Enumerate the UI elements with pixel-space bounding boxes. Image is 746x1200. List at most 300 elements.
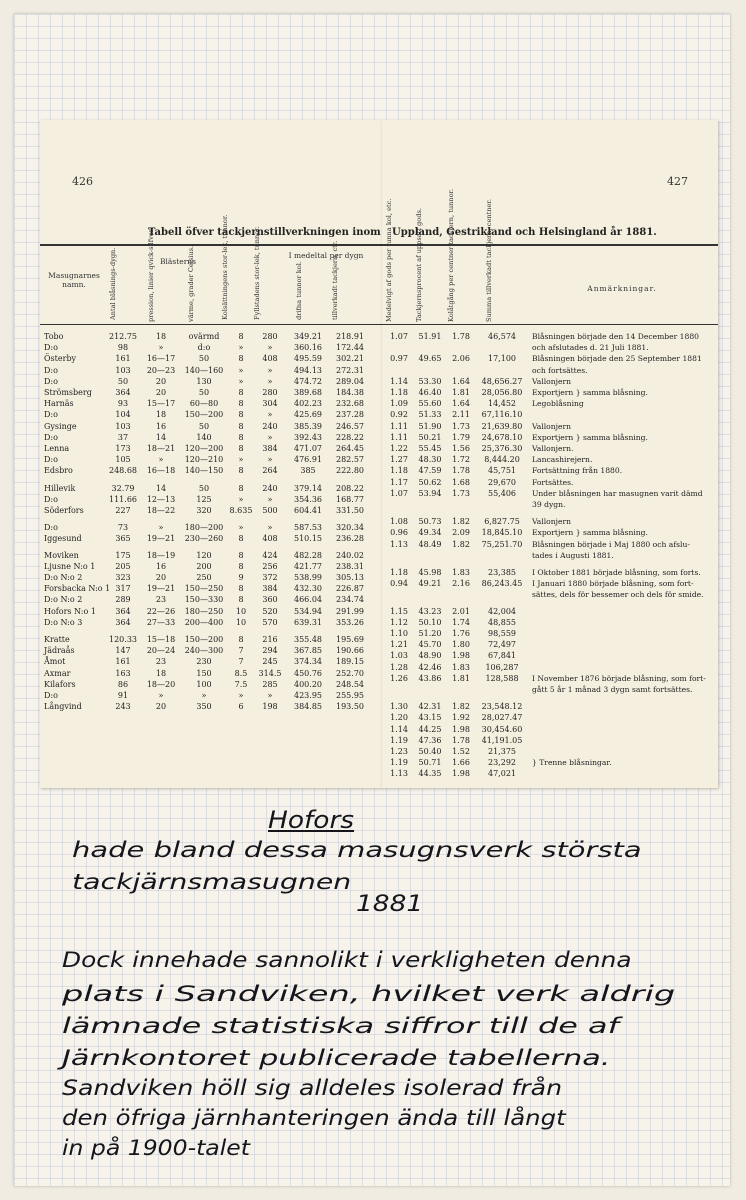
- table-cell: 240—300: [184, 646, 224, 656]
- table-cell: 163: [115, 668, 131, 678]
- table-row: [40, 466, 382, 477]
- table-cell: 200—400: [184, 617, 224, 627]
- table-cell: 150—200: [184, 635, 224, 644]
- table-cell: 1.83: [452, 568, 470, 577]
- table-cell: 51.91: [418, 332, 442, 341]
- table-cell: 19—21: [146, 534, 176, 544]
- table-cell: 289.04: [336, 376, 364, 386]
- table-cell: 49.34: [418, 528, 442, 538]
- table-cell: 482.28: [294, 550, 322, 560]
- table-cell: 48,855: [488, 617, 516, 627]
- table-cell: 1.66: [452, 758, 470, 768]
- table-cell: 18—19: [146, 550, 176, 560]
- table-cell: 55.60: [418, 399, 442, 409]
- table-cell: 1.19: [390, 735, 408, 745]
- table-row: [382, 674, 718, 685]
- table-cell: 8: [238, 595, 244, 605]
- table-cell: 50: [198, 483, 210, 493]
- table-cell: 60—80: [189, 399, 219, 409]
- table-cell: 44.25: [418, 724, 442, 734]
- table-cell: 272.31: [336, 365, 364, 375]
- table-cell: 8: [238, 354, 244, 364]
- remark-cell: I November 1876 började blåsning, som fort-: [532, 673, 706, 683]
- table-cell: 230—260: [184, 534, 224, 544]
- table-cell: 16: [155, 561, 167, 571]
- table-cell: 1.15: [390, 606, 408, 616]
- table-cell: 29,670: [488, 477, 516, 487]
- furnace-name-cell: Tobo: [44, 332, 64, 341]
- table-cell: 8: [238, 399, 244, 409]
- table-cell: 180—200: [184, 523, 224, 533]
- table-cell: 8.635: [229, 506, 253, 515]
- table-cell: 1.80: [452, 640, 470, 650]
- table-cell: 27—33: [146, 617, 176, 627]
- table-cell: 67,116.10: [481, 410, 523, 420]
- table-cell: 193.50: [336, 702, 364, 712]
- header-bottom-rule: [382, 324, 718, 325]
- table-cell: 86,243.45: [481, 579, 523, 589]
- table-cell: 104: [115, 410, 131, 420]
- table-cell: 47.59: [418, 466, 442, 476]
- furnace-name-cell: Gysinge: [44, 421, 77, 431]
- table-cell: 264: [262, 466, 278, 476]
- table-cell: »: [267, 455, 273, 465]
- table-row: [40, 523, 382, 534]
- table-cell: 8,444.20: [484, 455, 520, 465]
- table-row: [382, 433, 718, 444]
- table-cell: »: [267, 523, 273, 533]
- table-row: [382, 736, 718, 747]
- table-cell: 189.15: [336, 657, 364, 667]
- table-cell: 45.70: [418, 640, 442, 650]
- table-cell: 103: [115, 365, 131, 375]
- table-row: [40, 607, 382, 618]
- table-cell: 1.11: [390, 432, 408, 442]
- table-cell: 570: [262, 617, 278, 627]
- note-line: lämnade statistiska siffror till de af: [62, 1014, 619, 1038]
- table-cell: 1.28: [390, 662, 408, 672]
- furnace-name-cell: Söderfors: [44, 506, 84, 515]
- furnace-name-cell: Strömsberg: [44, 388, 92, 397]
- table-row: [40, 354, 382, 365]
- table-cell: 128,588: [485, 673, 519, 683]
- table-cell: 120: [196, 550, 212, 560]
- table-cell: 8: [238, 534, 244, 544]
- table-cell: 7: [238, 646, 244, 656]
- table-cell: 423.95: [294, 691, 322, 700]
- table-cell: 323: [115, 573, 131, 582]
- header-days: Antal blåsnings-dygn.: [109, 247, 117, 320]
- table-row: [40, 618, 382, 629]
- table-cell: 198: [262, 702, 278, 712]
- table-cell: 494.13: [294, 365, 322, 375]
- table-row: [382, 640, 718, 651]
- note-line: plats i Sandviken, hvilket verk aldrig: [62, 982, 676, 1006]
- table-row: [382, 377, 718, 388]
- remark-cell: 39 dygn.: [532, 500, 566, 509]
- table-cell: 228.22: [336, 432, 364, 442]
- table-cell: 232.68: [336, 399, 364, 409]
- table-top-rule: [382, 244, 718, 246]
- table-row: [40, 388, 382, 399]
- table-cell: 6,827.75: [484, 517, 520, 527]
- table-row: [382, 769, 718, 780]
- furnace-name-cell: Iggesund: [44, 534, 82, 544]
- table-cell: 280: [262, 332, 278, 341]
- table-cell: 150: [196, 668, 212, 678]
- table-cell: 520: [262, 606, 278, 616]
- remark-cell: Vallonjern: [532, 517, 572, 527]
- table-row: [40, 595, 382, 606]
- table-cell: 1.98: [452, 651, 470, 661]
- table-cell: 105: [115, 455, 131, 465]
- table-row: [382, 500, 718, 511]
- table-cell: »: [267, 410, 273, 420]
- table-cell: 2.01: [452, 606, 470, 616]
- table-cell: 1.07: [390, 332, 408, 341]
- table-row: [382, 618, 718, 629]
- table-cell: 47,021: [488, 769, 516, 779]
- table-cell: 466.04: [294, 595, 322, 605]
- table-cell: 495.59: [294, 354, 322, 364]
- table-cell: 17,100: [488, 354, 516, 364]
- table-cell: 1.64: [452, 376, 470, 386]
- table-cell: 200: [196, 561, 212, 571]
- table-cell: 280: [262, 388, 278, 397]
- remark-cell: Lancashirejern.: [532, 455, 593, 465]
- table-cell: 7: [238, 657, 244, 667]
- table-cell: 175: [115, 550, 131, 560]
- header-remarks: Anmärkningar.: [587, 284, 657, 293]
- table-cell: 510.15: [294, 534, 322, 544]
- table-cell: 1.03: [390, 651, 408, 661]
- table-cell: 1.74: [452, 617, 470, 627]
- table-cell: 1.20: [390, 713, 408, 723]
- table-cell: 256: [262, 561, 278, 571]
- table-cell: 20: [155, 573, 167, 582]
- header-coal-charge: Kolsättningens stor-lek, tunnor.: [221, 214, 229, 320]
- furnace-name-cell: D:o: [44, 376, 58, 386]
- table-cell: 1.64: [452, 399, 470, 409]
- table-cell: 172.44: [336, 343, 364, 353]
- table-cell: 474.72: [294, 376, 322, 386]
- table-cell: 1.18: [390, 466, 408, 476]
- remark-cell: Blåsningen började i Maj 1880 och afslu-: [532, 539, 690, 549]
- furnace-name-cell: D:o: [44, 523, 58, 533]
- remark-cell: Fortsättning från 1880.: [532, 466, 623, 476]
- table-cell: »: [238, 494, 244, 504]
- table-cell: 23,385: [488, 568, 516, 577]
- table-cell: 1.18: [390, 388, 408, 397]
- table-cell: 8: [238, 432, 244, 442]
- furnace-name-cell: Forsbacka N:o 1: [44, 584, 111, 594]
- table-cell: 1.98: [452, 724, 470, 734]
- header-pressure: pression, linier qvick-silfver.: [147, 227, 155, 322]
- table-cell: 1.92: [452, 713, 470, 723]
- right-page-title: Uppland, Gestrikland och Helsingland år 1881.: [392, 227, 657, 238]
- table-cell: 534.94: [294, 606, 322, 616]
- table-cell: 48.90: [418, 651, 442, 661]
- remark-cell: Exportjern } samma blåsning.: [532, 528, 648, 538]
- note-line: tackjärnsmasugnen: [72, 870, 352, 894]
- table-cell: 350: [196, 702, 212, 712]
- table-row: [382, 422, 718, 433]
- table-cell: 150—330: [184, 595, 224, 605]
- header-avg-weight: Medelvigt af gods per tunna kol, etc.: [385, 198, 393, 322]
- table-cell: 8: [238, 332, 244, 341]
- table-cell: 1.17: [390, 477, 408, 487]
- table-cell: 1.19: [390, 758, 408, 768]
- table-row: [40, 680, 382, 691]
- table-cell: 45.98: [418, 568, 442, 577]
- table-cell: 289: [115, 595, 131, 605]
- furnace-name-cell: Kilafors: [44, 679, 76, 689]
- table-row: [40, 584, 382, 595]
- table-cell: »: [267, 365, 273, 375]
- table-row: [40, 444, 382, 455]
- remark-cell: och afslutades d. 21 Juli 1881.: [532, 343, 649, 353]
- table-cell: 50.21: [418, 432, 442, 442]
- right-page-clipping: [382, 120, 718, 788]
- table-cell: »: [267, 691, 273, 700]
- table-cell: 1.82: [452, 702, 470, 712]
- table-cell: 46.40: [418, 388, 442, 397]
- table-cell: »: [267, 343, 273, 353]
- furnace-name-cell: D:o: [44, 365, 58, 375]
- table-cell: 8: [238, 444, 244, 453]
- table-cell: 0.92: [390, 410, 408, 420]
- table-cell: 1.23: [390, 747, 408, 756]
- note-line: den öfriga järnhanteringen ända till långt: [62, 1106, 566, 1130]
- table-cell: 140: [196, 432, 212, 442]
- table-cell: 246.57: [336, 421, 364, 431]
- table-cell: 161: [115, 354, 131, 364]
- furnace-name-cell: D:o N:o 2: [44, 573, 83, 582]
- table-cell: 392.43: [294, 432, 322, 442]
- table-cell: 72,497: [488, 640, 516, 650]
- table-cell: 8: [238, 584, 244, 594]
- table-cell: 190.66: [336, 646, 364, 656]
- table-cell: 50: [117, 376, 129, 386]
- table-cell: 205: [115, 561, 131, 571]
- table-cell: 20—23: [146, 365, 176, 375]
- table-cell: 50.62: [418, 477, 442, 487]
- table-row: [382, 747, 718, 758]
- table-cell: 50.73: [418, 517, 442, 527]
- table-cell: 354.36: [294, 494, 322, 504]
- table-cell: 111.66: [109, 494, 137, 504]
- table-cell: 91: [117, 691, 129, 700]
- table-cell: 50.10: [418, 617, 442, 627]
- table-cell: 19—21: [146, 584, 176, 594]
- table-row: [382, 478, 718, 489]
- table-cell: 20: [155, 376, 167, 386]
- remark-cell: Blåsningen började den 14 December 1880: [532, 332, 700, 341]
- table-cell: 46,574: [488, 332, 516, 341]
- remark-cell: Exportjern } samma blåsning.: [532, 388, 648, 397]
- table-cell: 55.45: [418, 444, 442, 453]
- table-row: [40, 702, 382, 713]
- table-row: [382, 444, 718, 455]
- table-row: [40, 562, 382, 573]
- table-row: [382, 354, 718, 365]
- table-cell: 16—18: [146, 466, 176, 476]
- table-cell: 0.97: [390, 354, 408, 364]
- table-row: [40, 422, 382, 433]
- table-row: [382, 590, 718, 601]
- table-cell: 294: [262, 646, 278, 656]
- table-cell: 150—200: [184, 410, 224, 420]
- table-cell: 21,639.80: [481, 421, 523, 431]
- header-iron-made: tillverkadt tackjern, ctr.: [331, 240, 339, 320]
- table-cell: 50: [198, 388, 210, 397]
- table-cell: 320: [196, 506, 212, 515]
- table-cell: 248.54: [336, 679, 364, 689]
- table-cell: 1.79: [452, 432, 470, 442]
- remark-cell: Vallonjern: [532, 421, 572, 431]
- table-cell: 43.23: [418, 606, 442, 616]
- remark-cell: gått 5 år 1 månad 3 dygn samt fortsättes.: [532, 685, 693, 694]
- right-page-number: 427: [667, 175, 688, 188]
- table-cell: 450.76: [294, 668, 322, 678]
- table-row: [382, 607, 718, 618]
- table-cell: 15—17: [146, 399, 176, 409]
- table-row: [40, 657, 382, 668]
- table-cell: 120—210: [184, 455, 224, 465]
- header-coal-per-centner: Kolåtgång per centner tackjern, tunnor.: [447, 188, 455, 322]
- furnace-name-cell: Moviken: [44, 550, 79, 560]
- table-cell: 50.71: [418, 758, 442, 768]
- table-cell: 291.99: [336, 606, 364, 616]
- left-page-number: 426: [72, 175, 93, 188]
- table-cell: 45,751: [488, 466, 516, 476]
- table-cell: 639.31: [294, 617, 322, 627]
- table-cell: 16—17: [146, 354, 176, 364]
- table-cell: 100: [196, 679, 212, 689]
- table-cell: 18: [155, 410, 167, 420]
- table-row: [40, 332, 382, 343]
- table-cell: 237.28: [336, 410, 364, 420]
- furnace-name-cell: D:o: [44, 343, 58, 353]
- table-cell: 384.85: [294, 702, 322, 712]
- table-cell: 23: [155, 595, 167, 605]
- table-cell: 1.18: [390, 568, 408, 577]
- table-row: [40, 646, 382, 657]
- table-cell: 305.13: [336, 573, 364, 582]
- table-cell: 230: [196, 657, 212, 667]
- furnace-name-cell: Harnäs: [44, 399, 74, 409]
- table-row: [40, 506, 382, 517]
- furnace-name-cell: Kratte: [44, 635, 70, 644]
- table-cell: 364: [115, 617, 131, 627]
- table-cell: 20: [155, 702, 167, 712]
- table-cell: 86: [117, 679, 129, 689]
- table-cell: 1.83: [452, 662, 470, 672]
- remark-cell: Blåsningen började den 25 September 1881: [532, 354, 702, 364]
- table-cell: 240: [262, 483, 278, 493]
- table-row: [382, 366, 718, 377]
- table-cell: 55,406: [488, 488, 516, 498]
- table-row: [382, 540, 718, 551]
- furnace-name-cell: Hillevik: [44, 483, 76, 493]
- table-row: [382, 410, 718, 421]
- table-cell: 28,027.47: [481, 713, 523, 723]
- furnace-name-cell: Jädraås: [44, 646, 75, 656]
- table-cell: 226.87: [336, 584, 364, 594]
- furnace-name-cell: D:o N:o 2: [44, 595, 83, 605]
- table-cell: 1.22: [390, 444, 408, 453]
- table-cell: »: [238, 376, 244, 386]
- table-row: [382, 651, 718, 662]
- table-cell: 1.27: [390, 455, 408, 465]
- table-row: [382, 629, 718, 640]
- furnace-name-cell: Österby: [44, 354, 77, 364]
- table-cell: »: [238, 365, 244, 375]
- header-ore-charge: Fyllstadens stor-lek, tunnor.: [253, 226, 261, 320]
- furnace-name-cell: Ljusne N:o 1: [44, 561, 96, 571]
- note-line: Järnkontoret publicerade tabellerna.: [62, 1046, 611, 1070]
- table-cell: 23: [155, 657, 167, 667]
- table-row: [382, 702, 718, 713]
- table-cell: 240.02: [336, 550, 364, 560]
- table-cell: 28,056.80: [481, 388, 523, 397]
- table-cell: 331.50: [336, 506, 364, 515]
- table-row: [40, 455, 382, 466]
- table-cell: d:o: [197, 343, 211, 353]
- furnace-name-cell: Hofors N:o 1: [44, 606, 96, 616]
- note-title: Hofors: [268, 806, 355, 834]
- table-cell: 37: [117, 432, 129, 442]
- table-row: [40, 484, 382, 495]
- table-cell: 1.13: [390, 539, 408, 549]
- header-blast: Blästerns: [160, 257, 196, 266]
- table-cell: 302.21: [336, 354, 364, 364]
- table-cell: 2.11: [452, 410, 470, 420]
- left-page-clipping: [40, 120, 382, 788]
- furnace-name-cell: D:o: [44, 691, 58, 700]
- table-cell: 67,841: [488, 651, 516, 661]
- table-cell: 50: [198, 421, 210, 431]
- table-cell: 1.72: [452, 455, 470, 465]
- table-cell: 500: [262, 506, 278, 515]
- table-cell: 18: [155, 332, 167, 341]
- table-cell: 41,191.05: [481, 735, 523, 745]
- table-cell: 2.09: [452, 528, 470, 538]
- table-cell: 1.30: [390, 702, 408, 712]
- table-cell: 23,292: [488, 758, 516, 768]
- table-row: [40, 377, 382, 388]
- remark-cell: Legoblåsning: [532, 399, 584, 409]
- table-cell: 8: [238, 466, 244, 476]
- table-cell: 43.86: [418, 673, 442, 683]
- table-cell: 184.38: [336, 388, 364, 397]
- table-cell: 1.21: [390, 640, 408, 650]
- table-cell: 20—24: [146, 646, 176, 656]
- table-cell: 425.69: [294, 410, 322, 420]
- table-cell: 222.80: [336, 466, 364, 476]
- table-cell: »: [238, 455, 244, 465]
- table-cell: 1.09: [390, 399, 408, 409]
- table-cell: 44.35: [418, 769, 442, 779]
- table-row: [382, 455, 718, 466]
- note-year: 1881: [356, 892, 424, 917]
- table-cell: 234.74: [336, 595, 364, 605]
- table-cell: 353.26: [336, 617, 364, 627]
- table-cell: 8: [238, 388, 244, 397]
- table-cell: 25,376.30: [481, 444, 523, 453]
- table-cell: 1.81: [452, 673, 470, 683]
- table-cell: »: [238, 691, 244, 700]
